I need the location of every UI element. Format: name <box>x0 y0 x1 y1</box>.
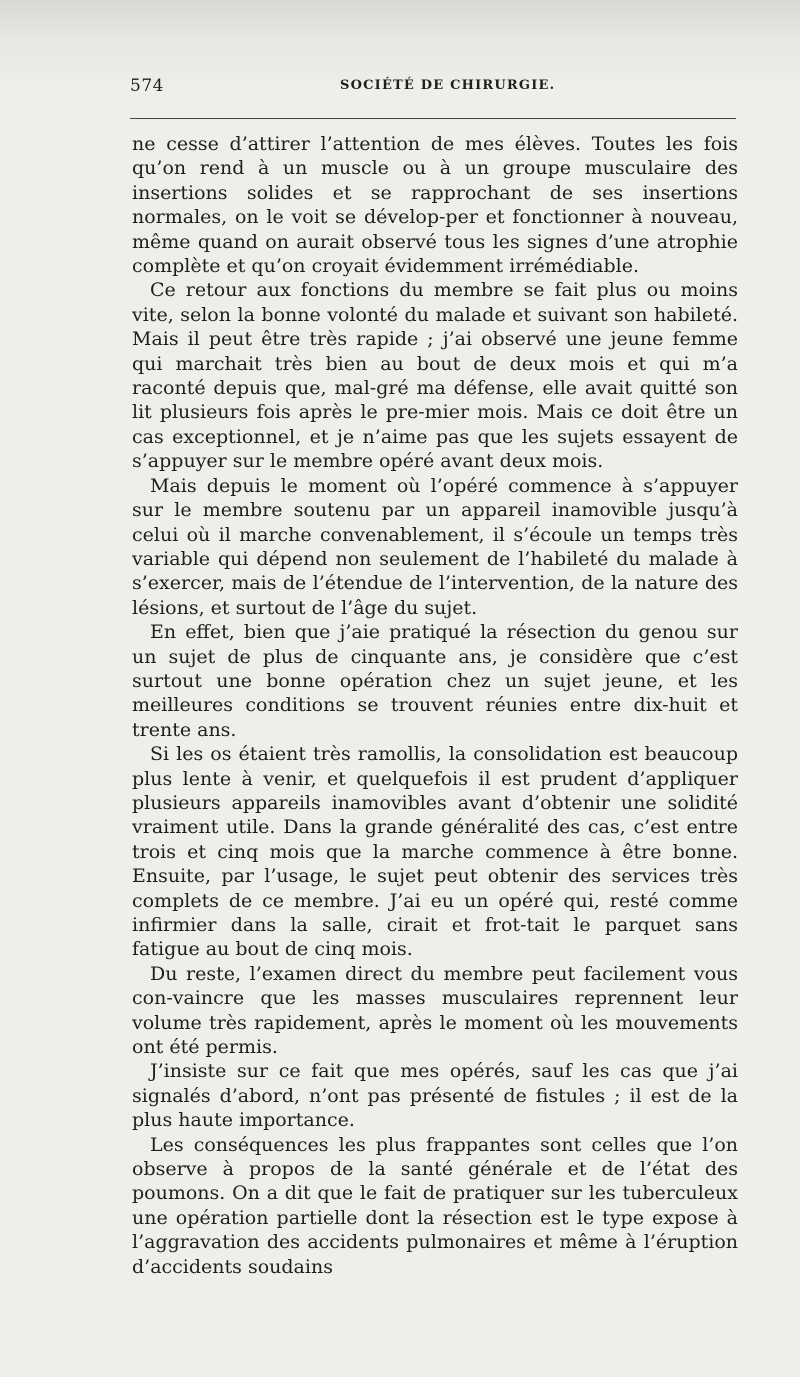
body-text <box>132 132 738 1279</box>
paragraph: Mais depuis le moment où l’opéré commence à s’appuyer sur le membre soutenu par un appareil inamovible jusqu’à celui où il marche convenablement, il s’écoule un temps très variable qui dépend non seulement de l’habileté du malade à s’exercer, mais de l’étendue de l’intervention, de la nature des lésions, et surtout de l’âge du sujet. <box>132 474 738 619</box>
paragraph: En effet, bien que j’aie pratiqué la résection du genou sur un sujet de plus de cinquante ans, je considère que c’est surtout une bonne opération chez un sujet jeune, et les meilleures conditions se trouvent réunies entre dix-huit et trente ans. <box>132 621 738 741</box>
paragraph: J’insiste sur ce fait que mes opérés, sauf les cas que j’ai signalés d’abord, n’ont pas présenté de fistules ; il est de la plus haute importance. <box>132 1060 738 1132</box>
paragraph: Si les os étaient très ramollis, la consolidation est beaucoup plus lente à venir, et quelquefois il est prudent d’appliquer plusieurs appareils inamovibles avant d’obtenir une solidité vraiment utile. Dans la grande généralité des cas, c’est entre trois et cinq mois que la marche commence à être bonne. Ensuite, par l’usage, le sujet peut obtenir des services très complets de ce membre. J’ai eu un opéré qui, resté comme infirmier dans la salle, cirait et frot-tait le parquet sans fatigue au bout de cinq mois. <box>132 743 738 961</box>
running-head <box>130 76 736 100</box>
paragraph: Ce retour aux fonctions du membre se fait plus ou moins vite, selon la bonne volonté du malade et suivant son habileté. Mais il peut être très rapide ; j’ai observé une jeune femme qui marchait très bien au bout de deux mois et qui m’a raconté depuis que, mal-gré ma défense, elle avait quitté son lit plusieurs fois après le pre-mier mois. Mais ce doit être un cas exceptionnel, et je n’aime pas que les sujets essayent de s’appuyer sur le membre opéré avant deux mois. <box>132 279 738 473</box>
paragraph-continued: ne cesse d’attirer l’attention de mes élèves. Toutes les fois qu’on rend à un muscle ou à un groupe musculaire des insertions solides et se rapprochant de ses insertions normales, on le voit se dévelop-per et fonctionner à nouveau, même quand on aurait observé tous les signes d’une atrophie complète et qu’on croyait évidemment irrémédiable. <box>132 133 738 278</box>
paragraph: Du reste, l’examen direct du membre peut facilement vous con-vaincre que les masses musculaires reprennent leur volume très rapidement, après le moment où les mouvements ont été permis. <box>132 962 738 1059</box>
header-rule <box>130 118 736 119</box>
journal-title: SOCIÉTÉ DE CHIRURGIE. <box>340 78 556 93</box>
page-number: 574 <box>130 76 164 96</box>
paragraph: Les conséquences les plus frappantes sont celles que l’on observe à propos de la santé générale et de l’état des poumons. On a dit que le fait de pratiquer sur les tuberculeux une opération partielle dont la résection est le type expose à l’aggravation des accidents pulmonaires et même à l’éruption d’accidents soudains <box>132 1133 738 1278</box>
